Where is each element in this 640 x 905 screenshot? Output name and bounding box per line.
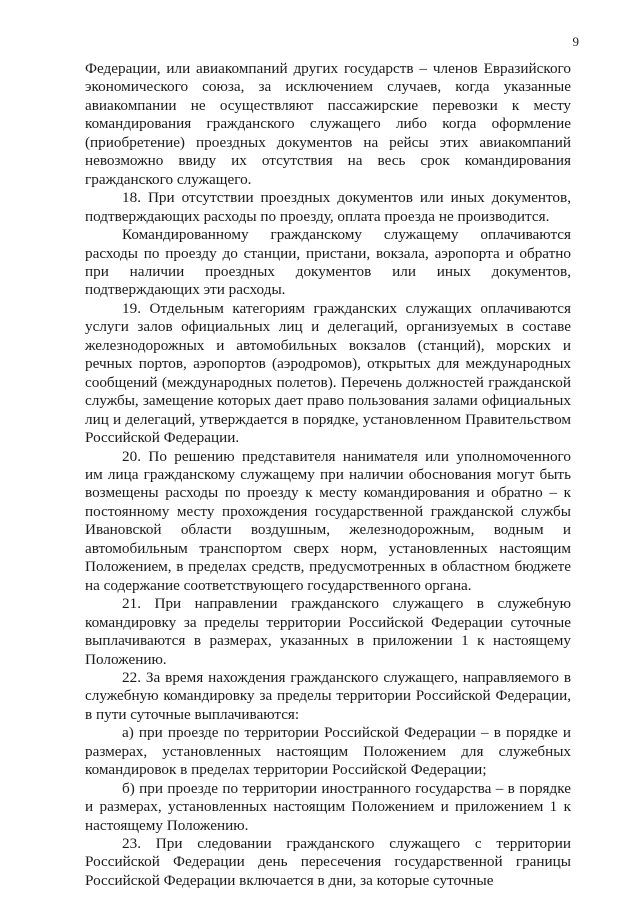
paragraph-21: 21. При направлении гражданского служащего в служебную командировку за пределы территории Российской Федерации суточные выплачиваются в размерах, указанных в приложении 1 к настоящему Положению. [85,595,571,668]
paragraph-continuation: Федерации, или авиакомпаний других государств – членов Евразийского экономического союза, за исключением случаев, когда указанные авиакомпании не осуществляют пассажирские перевозки к месту командирования гражданского служащего либо когда оформление (приобретение) проездных документов на рейсы этих авиакомпаний невозможно ввиду их отсутствия на весь срок командирования гражданского служащего. [85,60,571,188]
paragraph-22: 22. За время нахождения гражданского служащего, направляемого в служебную командировку за пределы территории Российской Федерации, в пути суточные выплачиваются: [85,668,571,723]
paragraph-22-b: б) при проезде по территории иностранного государства – в порядке и размерах, установленных настоящим Положением и приложением 1 к настоящему Положению. [85,779,571,834]
paragraph-19: 19. Отдельным категориям гражданских служащих оплачиваются услуги залов официальных лиц и делегаций, организуемых в составе железнодорожных и автомобильных вокзалов (станций), морских и речных портов, аэропортов (аэродромов), открытых для международных сообщений (международных полетов). Перечень должностей гражданской службы, замещение которых дает право пользования залами официальных лиц и делегаций, утверждается в порядке, установленном Правительством Российской Федерации. [85,299,571,447]
paragraph-18-travel-expenses: Командированному гражданскому служащему оплачиваются расходы по проезду до станции, пристани, вокзала, аэропорта и обратно при наличии проездных документов или иных документов, подтверждающих эти расходы. [85,226,571,299]
paragraph-23: 23. При следовании гражданского служащего с территории Российской Федерации день пересечения государственной границы Российской Федерации включается в дни, за которые суточные [85,835,571,889]
paragraph-20: 20. По решению представителя нанимателя или уполномоченного им лица гражданскому служащему при наличии обоснования могут быть возмещены расходы по проезду к месту командирования и обратно – к постоянному месту прохождения государственной гражданской службы Ивановской области воздушным, железнодорожным, водным и автомобильным транспортом сверх норм, установленных настоящим Положением, в пределах средств, предусмотренных в областном бюджете на содержание соответствующего государственного органа. [85,447,571,594]
page-number: 9 [572,34,579,49]
paragraph-22-a: а) при проезде по территории Российской Федерации – в порядке и размерах, установленных настоящим Положением для служебных командировок в пределах территории Российской Федерации; [85,724,571,779]
document-body [85,60,571,890]
paragraph-18: 18. При отсутствии проездных документов или иных документов, подтверждающих расходы по проезду, оплата проезда не производится. [85,189,571,225]
